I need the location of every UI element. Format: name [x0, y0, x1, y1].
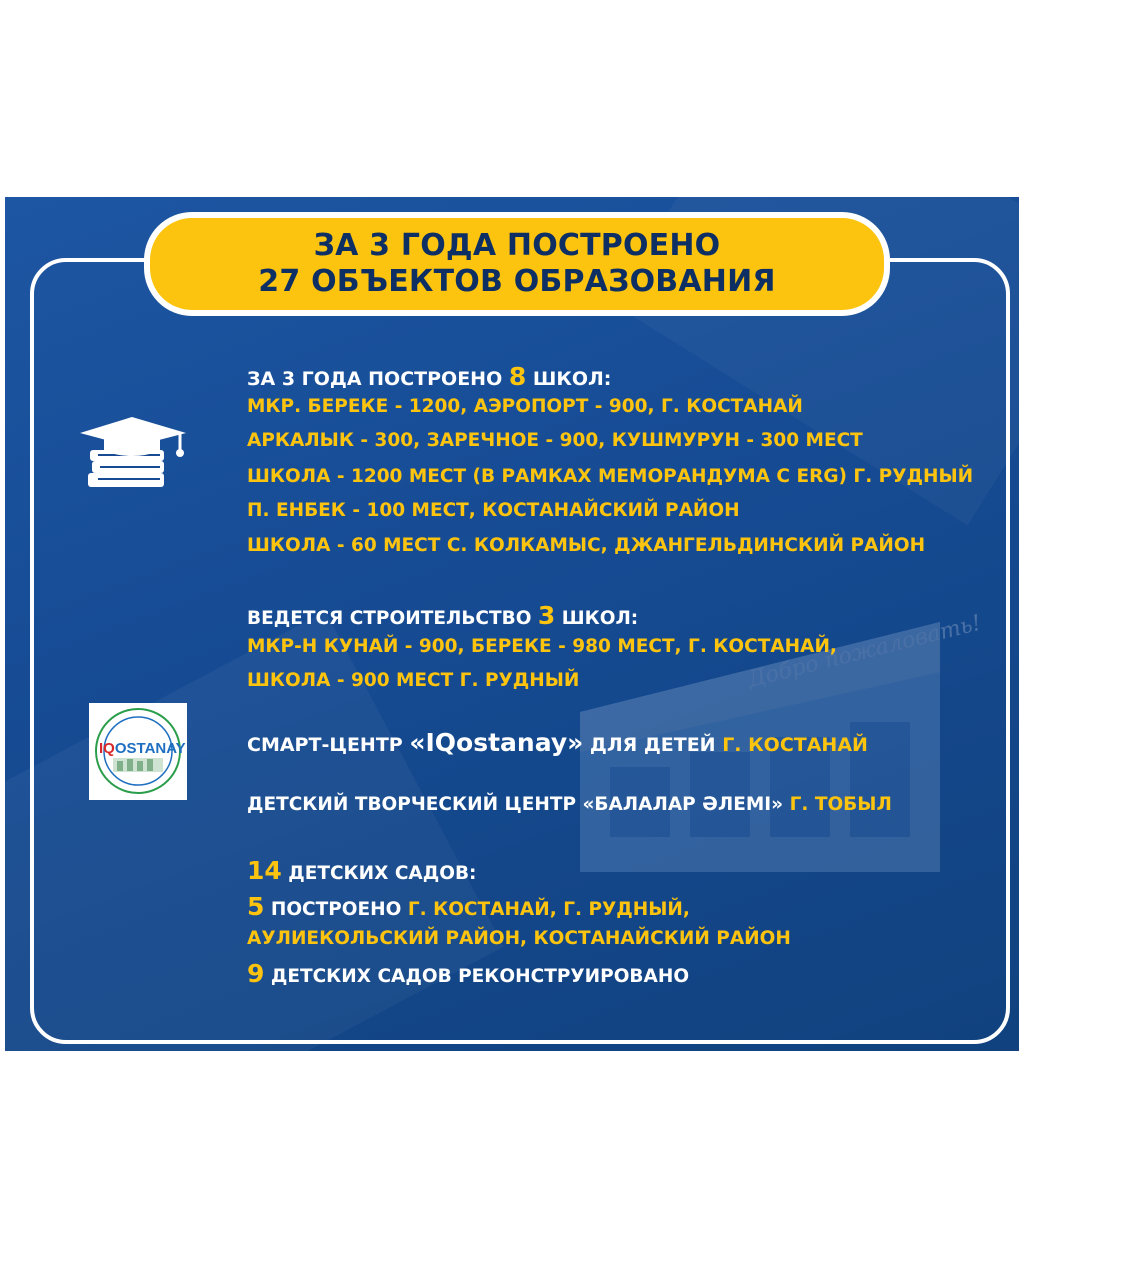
- svg-text:Добро пожаловать!: Добро пожаловать!: [745, 610, 984, 693]
- creative-center-city: Г. ТОБЫЛ: [789, 794, 892, 815]
- title-line-1: ЗА 3 ГОДА ПОСТРОЕНО: [313, 228, 721, 263]
- kindergartens-built: 5 ПОСТРОЕНО Г. КОСТАНАЙ, Г. РУДНЫЙ,: [247, 892, 690, 921]
- kindergartens-total-count: 14: [247, 856, 282, 885]
- svg-text:IQOSTANAY: IQOSTANAY: [99, 740, 186, 757]
- schools-in-progress-count: 3: [537, 601, 556, 630]
- title-banner: [144, 212, 890, 316]
- graduation-cap-books-icon: [80, 415, 190, 495]
- schools-in-progress-item: ШКОЛА - 900 МЕСТ Г. РУДНЫЙ: [247, 670, 580, 691]
- schools-built-item: ШКОЛА - 1200 МЕСТ (В РАМКАХ МЕМОРАНДУМА С ERG) Г. РУДНЫЙ: [247, 466, 974, 487]
- schools-built-item: МКР. БЕРЕКЕ - 1200, АЭРОПОРТ - 900, Г. КОСТАНАЙ: [247, 396, 803, 417]
- schools-built-item: АРКАЛЫК - 300, ЗАРЕЧНОЕ - 900, КУШМУРУН - 300 МЕСТ: [247, 430, 863, 451]
- schools-built-heading: ЗА 3 ГОДА ПОСТРОЕНО 8 ШКОЛ:: [247, 362, 612, 391]
- kindergartens-built-places: АУЛИЕКОЛЬСКИЙ РАЙОН, КОСТАНАЙСКИЙ РАЙОН: [247, 928, 791, 949]
- schools-built-count: 8: [508, 362, 527, 391]
- kindergartens-built-count: 5: [247, 892, 265, 921]
- schools-built-item: ШКОЛА - 60 МЕСТ С. КОЛКАМЫС, ДЖАНГЕЛЬДИНСКИЙ РАЙОН: [247, 535, 926, 556]
- smart-center-city: Г. КОСТАНАЙ: [722, 734, 868, 756]
- schools-in-progress-heading: ВЕДЕТСЯ СТРОИТЕЛЬСТВО 3 ШКОЛ:: [247, 601, 639, 630]
- iqostanay-logo: [89, 703, 187, 800]
- schools-in-progress-item: МКР-Н КУНАЙ - 900, БЕРЕКЕ - 980 МЕСТ, Г. КОСТАНАЙ,: [247, 636, 837, 657]
- title-line-2: 27 ОБЪЕКТОВ ОБРАЗОВАНИЯ: [258, 264, 776, 299]
- kindergartens-rebuilt-count: 9: [247, 959, 265, 988]
- creative-center-line: ДЕТСКИЙ ТВОРЧЕСКИЙ ЦЕНТР «БАЛАЛАР ӘЛЕМІ» Г. ТОБЫЛ: [247, 794, 892, 815]
- smart-center-name: «IQostanay»: [409, 728, 584, 757]
- kindergartens-total: 14 ДЕТСКИХ САДОВ:: [247, 856, 477, 885]
- schools-built-item: П. ЕНБЕК - 100 МЕСТ, КОСТАНАЙСКИЙ РАЙОН: [247, 500, 740, 521]
- smart-center-line: СМАРТ-ЦЕНТР «IQostanay» ДЛЯ ДЕТЕЙ Г. КОСТАНАЙ: [247, 728, 868, 757]
- kindergartens-rebuilt: 9 ДЕТСКИХ САДОВ РЕКОНСТРУИРОВАНО: [247, 959, 690, 988]
